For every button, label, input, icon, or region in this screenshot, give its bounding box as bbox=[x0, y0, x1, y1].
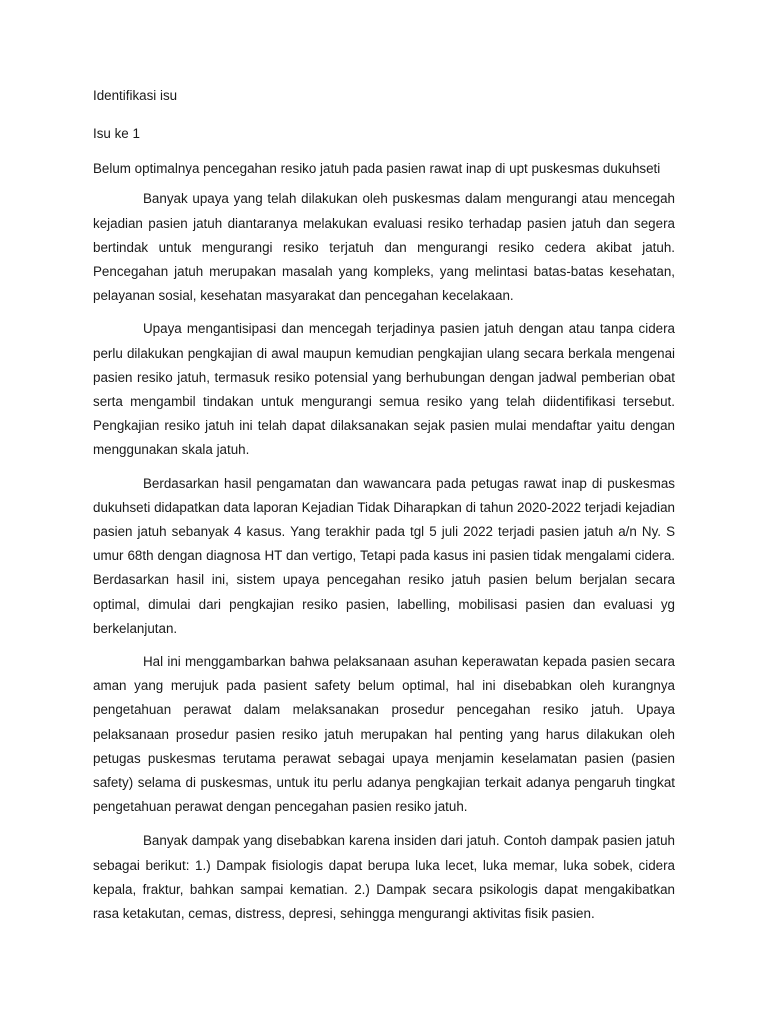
issue-label: Isu ke 1 bbox=[93, 126, 140, 142]
document-heading: Identifikasi isu bbox=[93, 88, 178, 103]
paragraph-2: Upaya mengantisipasi dan mencegah terjadinya pasien jatuh dengan atau tanpa cidera perlu dilakukan pengkajian di awal maupun kemudian pengkajian ulang secara berkala mengenai pasien resiko jatuh, termasuk resiko potensial yang berhubungan dengan jadwal pemberian obat serta mengambil tindakan untuk mengurangi semua resiko yang telah diidentifikasi tersebut. Pengkajian resiko jatuh ini telah dapat dilaksanakan sejak pasien mulai mendaftar yaitu dengan menggunakan skala jatuh. bbox=[93, 321, 675, 458]
paragraph-5: Banyak dampak yang disebabkan karena insiden dari jatuh. Contoh dampak pasien jatuh sebagai berikut: 1.) Dampak fisiologis dapat berupa luka lecet, luka memar, luka sobek, cidera kepala, fraktur, bahkan sampai kematian. 2.) Dampak secara psikologis dapat mengakibatkan rasa ketakutan, cemas, distress, depresi, sehingga mengurangi aktivitas fisik pasien. bbox=[93, 833, 675, 922]
paragraph-3: Berdasarkan hasil pengamatan dan wawancara pada petugas rawat inap di puskesmas dukuhseti didapatkan data laporan Kejadian Tidak Diharapkan di tahun 2020-2022 terjadi kejadian pasien jatuh sebanyak 4 kasus. Yang terakhir pada tgl 5 juli 2022 terjadi pasien jatuh a/n Ny. S umur 68th dengan diagnosa HT dan vertigo, Tetapi pada kasus ini pasien tidak mengalami cidera. Berdasarkan hasil ini, sistem upaya pencegahan resiko jatuh pasien belum berjalan secara optimal, dimulai dari pengkajian resiko pasien, labelling, mobilisasi pasien dan evaluasi yg berkelanjutan. bbox=[93, 475, 675, 636]
issue-title: Belum optimalnya pencegahan resiko jatuh pada pasien rawat inap di upt puskesmas dukuhseti bbox=[93, 161, 661, 177]
paragraph-4: Hal ini menggambarkan bahwa pelaksanaan asuhan keperawatan kepada pasien secara aman yang merujuk pada pasient safety belum optimal, hal ini disebabkan oleh kurangnya pengetahuan perawat dalam melaksanakan prosedur pencegahan resiko jatuh. Upaya pelaksanaan prosedur pasien resiko jatuh merupakan hal penting yang harus dilakukan oleh petugas puskesmas terutama perawat sebagai upaya menjamin keselamatan pasien (pasien safety) selama di puskesmas, untuk itu perlu adanya pengkajian terkait adanya pengaruh tingkat pengetahuan perawat dengan pencegahan pasien resiko jatuh. bbox=[93, 654, 675, 815]
paragraph-1: Banyak upaya yang telah dilakukan oleh puskesmas dalam mengurangi atau mencegah kejadian pasien jatuh diantaranya melakukan evaluasi resiko terhadap pasien jatuh dan segera bertindak untuk mengurangi resiko terjatuh dan mengurangi resiko cedera akibat jatuh. Pencegahan jatuh merupakan masalah yang kompleks, yang melintasi batas-batas kesehatan, pelayanan sosial, kesehatan masyarakat dan pencegahan kecelakaan. bbox=[93, 191, 675, 304]
document-body bbox=[93, 84, 675, 935]
